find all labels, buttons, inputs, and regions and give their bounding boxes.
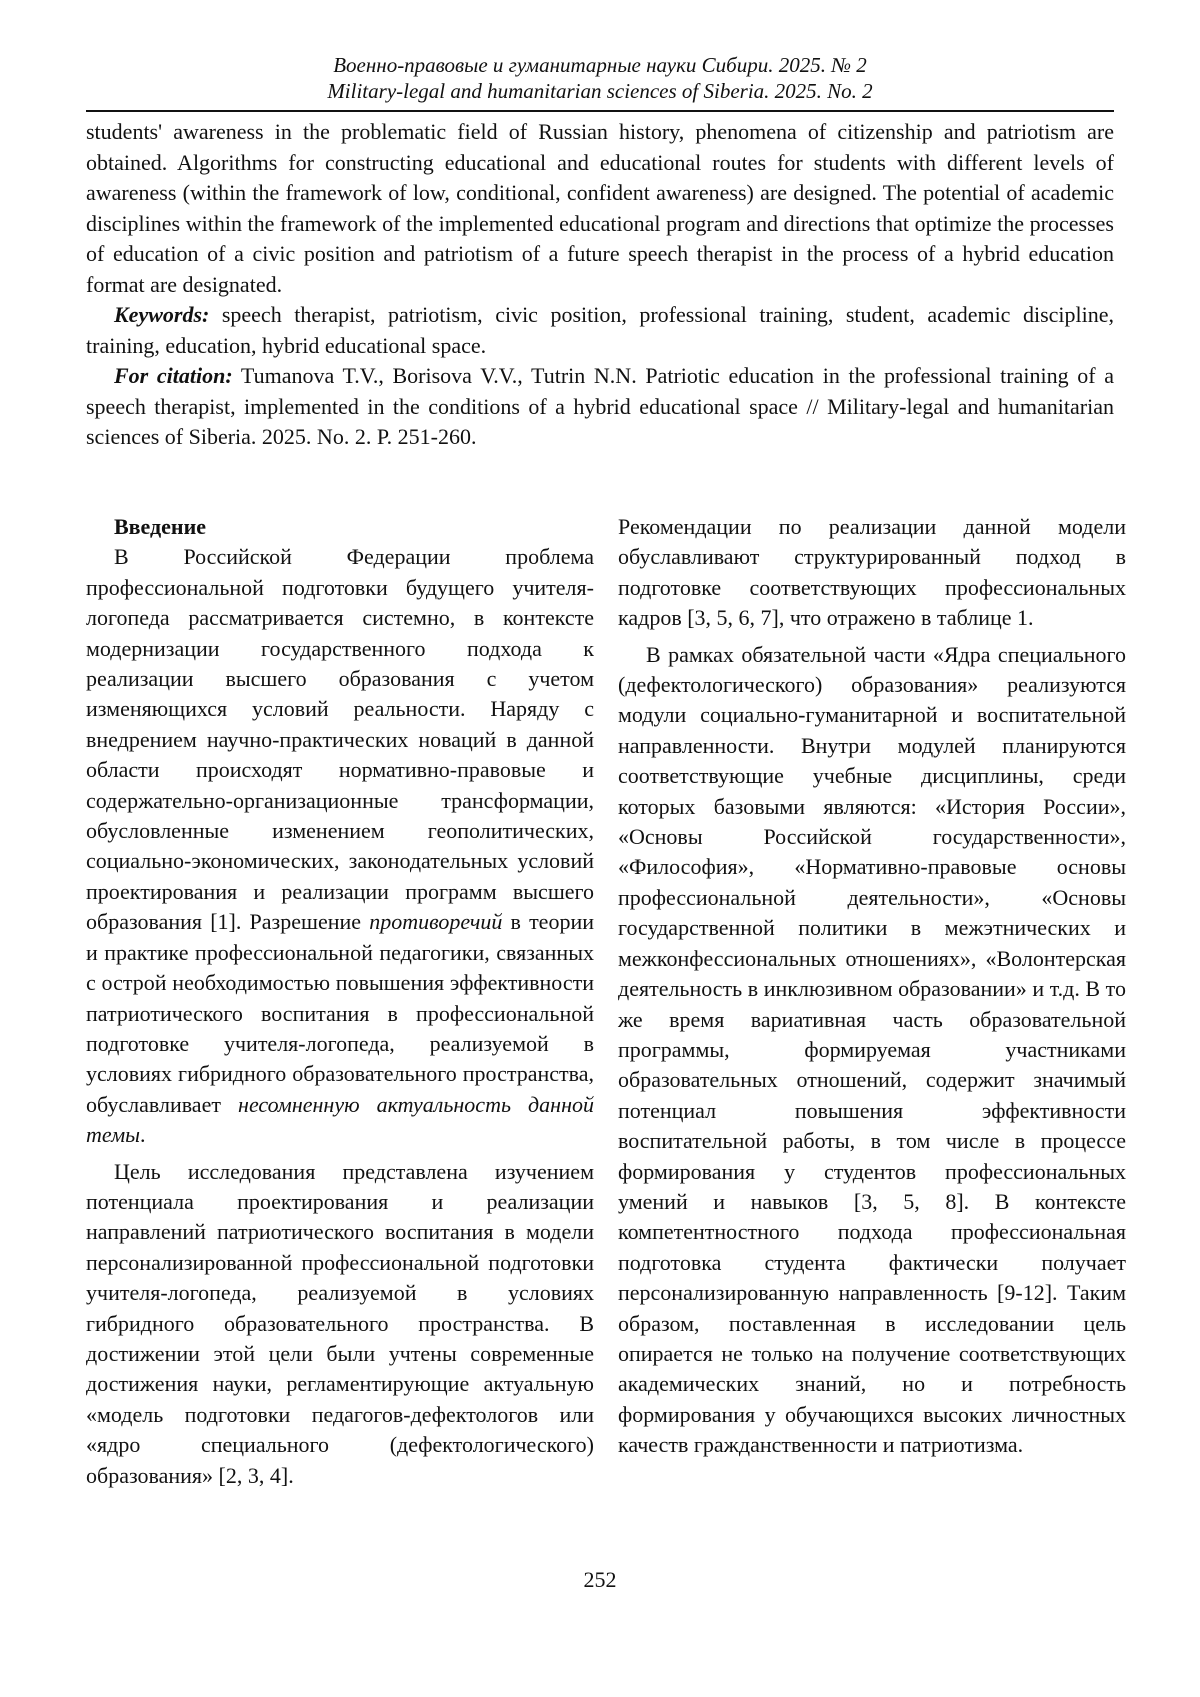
- page-number: 252: [583, 1567, 617, 1592]
- citation-label: For citation:: [114, 363, 233, 388]
- intro-paragraph-2: Цель исследования представлена изучением потенциала проектирования и реализации направлений патриотического воспитания в модели персонализированной профессиональной подготовки учителя-логопеда, реализуемой в условиях гибридного образовательного пространства. В достижении этой цели были учтены современные достижения науки, регламентирующие актуальную «модель подготовки педагогов-дефектологов или «ядро специального (дефектологического) образования» [2, 3, 4].: [86, 1158, 594, 1488]
- intro-emphasis-1: противоречий: [369, 909, 503, 935]
- intro-text-end: .: [140, 1122, 146, 1148]
- journal-header: [86, 52, 1114, 104]
- journal-title-ru: Военно-правовые и гуманитарные науки Сибири. 2025. № 2: [333, 53, 867, 77]
- header-divider: [86, 110, 1114, 112]
- keywords: [86, 300, 1114, 361]
- intro-paragraph-1: [86, 542, 594, 1150]
- keywords-text: speech therapist, patriotism, civic position, professional training, student, academic discipline, training, education, hybrid educational space.: [86, 302, 1114, 358]
- keywords-label: Keywords:: [114, 302, 210, 327]
- right-paragraph-1: Рекомендации по реализации данной модели обуславливают структурированный подход в подготовке соответствующих профессиональных кадров [3, 5, 6, 7], что отражено в таблице 1.: [618, 514, 1126, 631]
- citation: [86, 361, 1114, 453]
- intro-text-a: В Российской Федерации проблема профессиональной подготовки будущего учителя-логопеда рассматривается системно, в контексте модернизации государственного подхода к реализации высшего образования с учетом изменяющихся условий реальности. Наряду с внедрением научно-практических новаций в данной области происходят нормативно-правовые и содержательно-организационные трансформации, обусловленные изменением геополитических, социально-экономических, законодательных условий проектирования и реализации программ высшего образования [1]. Разрешение: [86, 544, 594, 935]
- abstract-tail: students' awareness in the problematic field of Russian history, phenomena of citizenship and patriotism are obtained. Algorithms for constructing educational and educational routes for students with different levels of awareness (within the framework of low, conditional, confident awareness) are designed. The potential of academic disciplines within the framework of the implemented educational program and directions that optimize the processes of education of a civic position and patriotism of a future speech therapist in the process of a hybrid education format are designated.: [86, 119, 1114, 297]
- intro-emphasis-2: несомненную актуальность данной темы: [86, 1091, 594, 1148]
- journal-title-en: Military-legal and humanitarian sciences of Siberia. 2025. No. 2: [327, 79, 873, 103]
- section-title: Введение: [114, 514, 207, 539]
- intro-text-b: в теории и практике профессиональной педагогики, связанных с острой необходимостью повышения эффективности патриотического воспитания в профессиональной подготовке учителя-логопеда, реализуемой в условиях гибридного образовательного пространства, обуславливает: [86, 909, 594, 1117]
- left-column: [86, 512, 594, 1491]
- right-paragraph-2: В рамках обязательной части «Ядра специального (дефектологического) образования» реализуются модули социально-гуманитарной и воспитательной направленности. Внутри модулей планируются соответствующие учебные дисциплины, среди которых базовыми являются: «История России», «Основы Российской государственности», «Философия», «Нормативно-правовые основы профессиональной деятельности», «Основы государственной политики в межэтнических и межконфессиональных отношениях», «Волонтерская деятельность в инклюзивном образовании» и т.д. В то же время вариативная часть образовательной программы, формируемая участниками образовательных отношений, содержит значимый потенциал повышения эффективности воспитательной работы, в том числе в процессе формирования у студентов профессиональных умений и навыков [3, 5, 8]. В контексте компетентностного подхода профессиональная подготовка студента фактически получает персонализированную направленность [9-12]. Таким образом, поставленная в исследовании цель опирается не только на получение соответствующих академических знаний, но и потребность формирования у обучающихся высоких личностных качеств гражданственности и патриотизма.: [618, 641, 1126, 1458]
- right-column: [618, 512, 1126, 1461]
- citation-text: Tumanova T.V., Borisova V.V., Tutrin N.N. Patriotic education in the professional training of a speech therapist, implemented in the conditions of a hybrid educational space // Military-legal and humanitarian sciences of Siberia. 2025. No. 2. P. 251-260.: [86, 363, 1115, 449]
- abstract-block: [86, 117, 1114, 453]
